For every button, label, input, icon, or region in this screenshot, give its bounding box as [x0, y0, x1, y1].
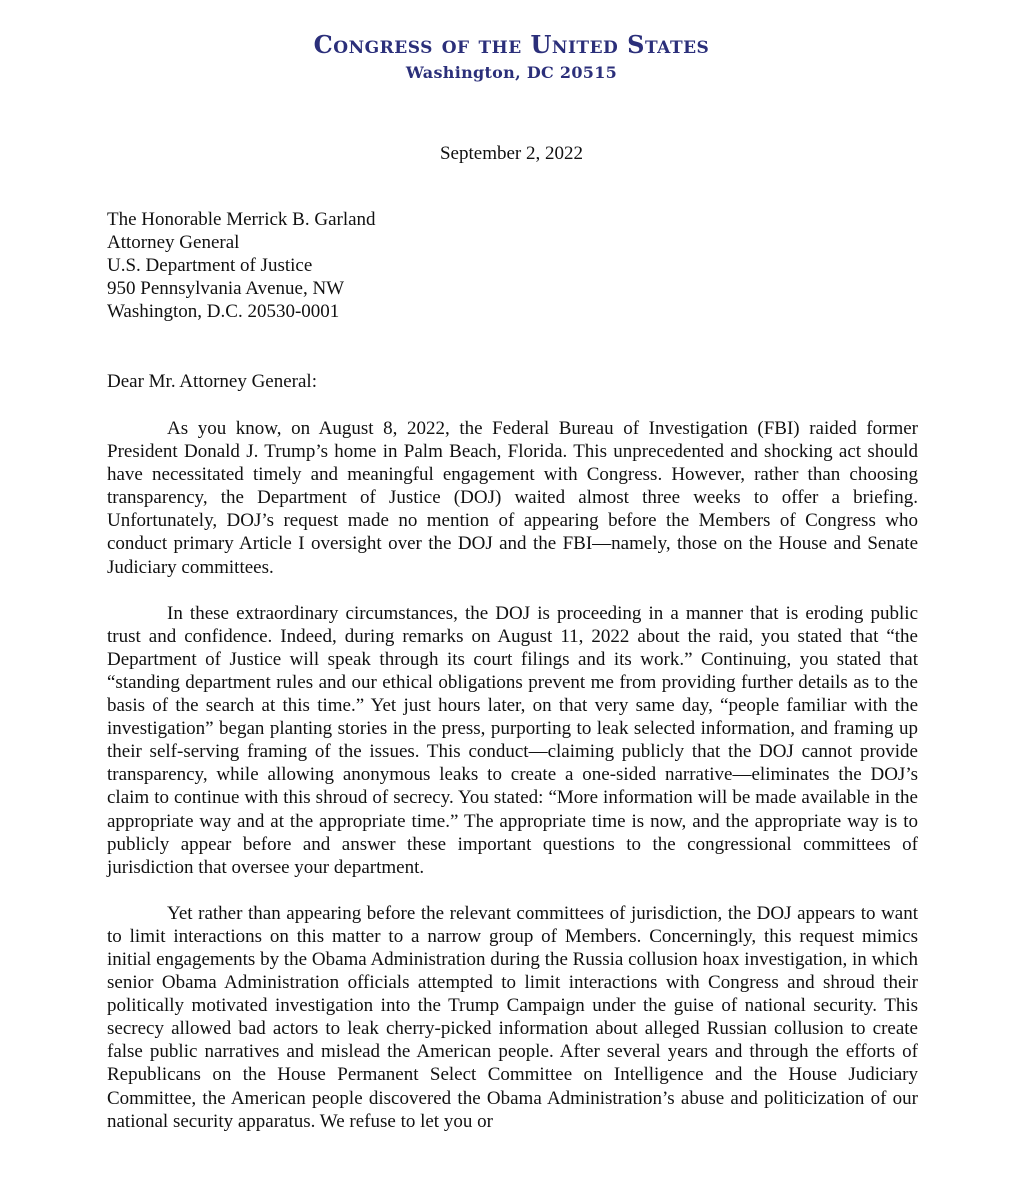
salutation: Dear Mr. Attorney General: — [107, 371, 317, 392]
addressee-line: Attorney General — [107, 232, 240, 253]
addressee-block — [107, 208, 376, 323]
letterhead-title: Congress of the United States — [313, 30, 710, 59]
letterhead — [0, 30, 1023, 84]
letterhead-city: Washington, DC 20515 — [405, 63, 618, 82]
addressee-line: 950 Pennsylvania Avenue, NW — [107, 278, 345, 299]
body-paragraph: In these extraordinary circumstances, the DOJ is proceeding in a manner that is eroding public trust and confidence. Indeed, during remarks on August 11, 2022 about the raid, you stated that “the Department of Justice will speak through its court filings and its work.” Continuing, you stated that “standing department rules and our ethical obligations prevent me from providing further details as to the basis of the search at this time.” Yet just hours later, on that very same day, “people familiar with the investigation” began planting stories in the press, purporting to leak selected information, and framing up their self-serving framing of the issues. This conduct—claiming publicly that the DOJ cannot provide transparency, while allowing anonymous leaks to create a one-sided narrative—eliminates the DOJ’s claim to continue with this shroud of secrecy. You stated: “More information will be made available in the appropriate way and at the appropriate time.” The appropriate time is now, and the appropriate way is to publicly appear before and answer these important questions to the congressional committees of jurisdiction that oversee your department. — [107, 602, 918, 878]
body-paragraph: Yet rather than appearing before the relevant committees of jurisdiction, the DOJ appears to want to limit interactions on this matter to a narrow group of Members. Concerningly, this request mimics initial engagements by the Obama Administration during the Russia collusion hoax investigation, in which senior Obama Administration officials attempted to limit interactions with Congress and shroud their politically motivated investigation into the Trump Campaign under the guise of national security. This secrecy allowed bad actors to leak cherry-picked information about alleged Russian collusion to create false public narratives and mislead the American people. After several years and through the efforts of Republicans on the House Permanent Select Committee on Intelligence and the House Judiciary Committee, the American people discovered the Obama Administration’s abuse and politicization of our national security apparatus. We refuse to let you or — [107, 902, 918, 1132]
letter-body — [107, 417, 918, 1156]
addressee-line: Washington, D.C. 20530-0001 — [107, 301, 340, 322]
addressee-line: U.S. Department of Justice — [107, 255, 313, 276]
letter-date: September 2, 2022 — [439, 143, 583, 164]
addressee-line: The Honorable Merrick B. Garland — [107, 209, 376, 230]
body-paragraph: As you know, on August 8, 2022, the Federal Bureau of Investigation (FBI) raided former President Donald J. Trump’s home in Palm Beach, Florida. This unprecedented and shocking act should have necessitated timely and meaningful engagement with Congress. However, rather than choosing transparency, the Department of Justice (DOJ) waited almost three weeks to offer a briefing. Unfortunately, DOJ’s request made no mention of appearing before the Members of Congress who conduct primary Article I oversight over the DOJ and the FBI—namely, those on the House and Senate Judiciary committees. — [107, 418, 918, 578]
